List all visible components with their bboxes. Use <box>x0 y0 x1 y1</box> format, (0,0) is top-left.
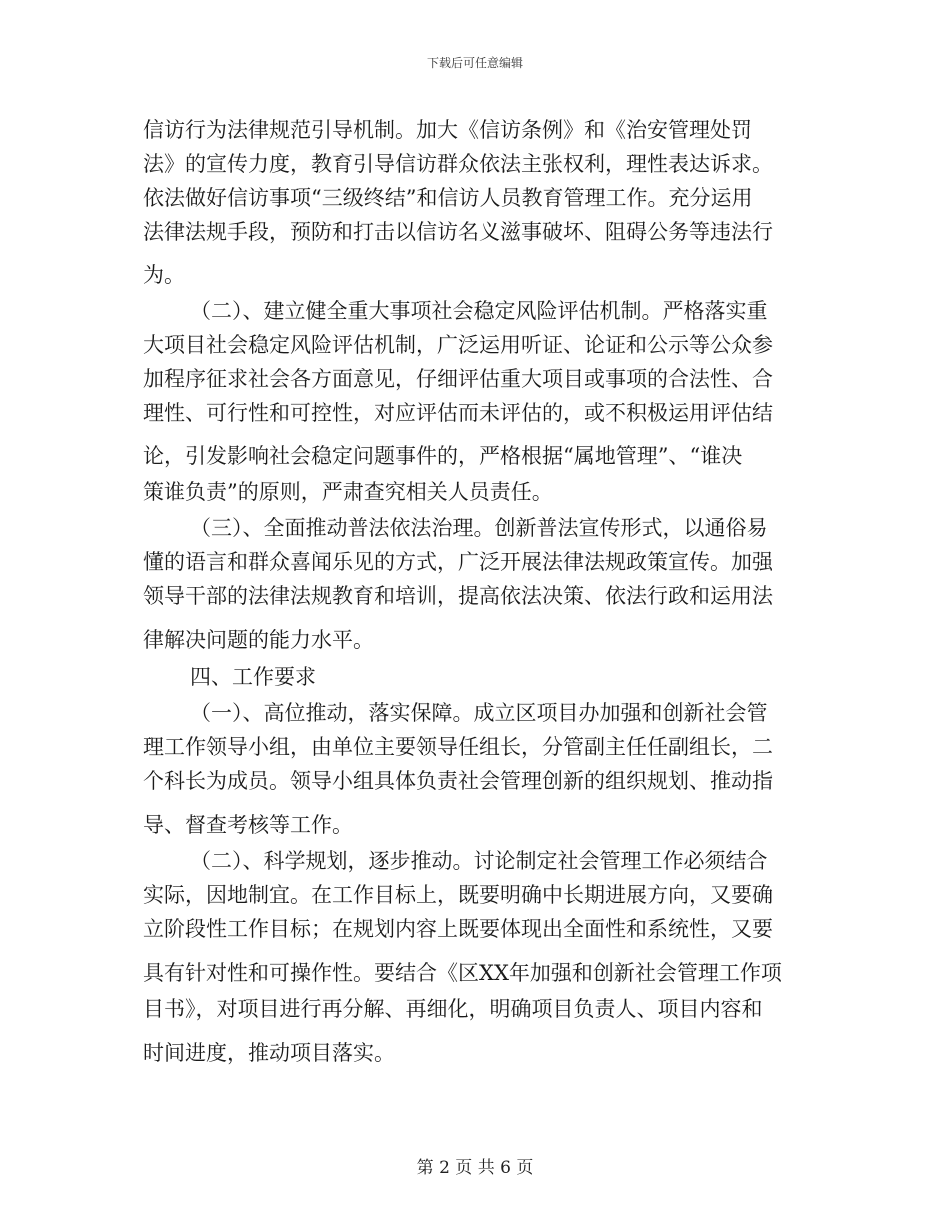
body-line: （二）、建立健全重大事项社会稳定风险评估机制。严格落实重 <box>190 299 768 323</box>
body-line: （三）、全面推动普法依法治理。创新普法宣传形式，以通俗易 <box>190 516 768 540</box>
body-line: 理性、可行性和可控性，对应评估而未评估的，或不积极运用评估结 <box>143 401 773 425</box>
body-line: 具有针对性和可操作性。要结合《区XX年加强和创新社会管理工作项 <box>143 961 782 985</box>
body-line: 法律法规手段，预防和打击以信访名义滋事破坏、阻碍公务等违法行 <box>143 220 773 244</box>
body-line: 个科长为成员。领导小组具体负责社会管理创新的组织规划、推动指 <box>143 769 773 793</box>
body-line: 律解决问题的能力水平。 <box>143 628 374 652</box>
body-line: 立阶段性工作目标；在规划内容上既要体现出全面性和系统性，又要 <box>143 917 773 941</box>
body-line: 时间进度，推动项目落实。 <box>143 1041 395 1065</box>
body-line: （一）、高位推动，落实保障。成立区项目办加强和创新社会管 <box>190 701 768 725</box>
section-heading: 四、工作要求 <box>190 665 316 689</box>
body-line: 目书》，对项目进行再分解、再细化，明确项目负责人、项目内容和 <box>143 997 763 1021</box>
body-line: 论，引发影响社会稳定问题事件的，严格根据“属地管理”、“谁决 <box>143 444 743 468</box>
page-number-footer: 第 2 页 共 6 页 <box>416 1158 534 1178</box>
body-line: 加程序征求社会各方面意见，仔细评估重大项目或事项的合法性、合 <box>143 367 773 391</box>
body-line: 依法做好信访事项“三级终结”和信访人员教育管理工作。充分运用 <box>143 186 753 210</box>
body-line: 领导干部的法律法规教育和培训，提高依法决策、依法行政和运用法 <box>143 584 773 608</box>
body-line: 懂的语言和群众喜闻乐见的方式，广泛开展法律法规政策宣传。加强 <box>143 550 773 574</box>
body-line: 信访行为法律规范引导机制。加大《信访条例》和《治安管理处罚 <box>143 118 752 142</box>
body-line: 大项目社会稳定风险评估机制，广泛运用听证、论证和公示等公众参 <box>143 333 773 357</box>
page-header: 下载后可任意编辑 <box>426 56 523 70</box>
body-line: 法》的宣传力度，教育引导信访群众依法主张权利，理性表达诉求。 <box>143 152 773 176</box>
body-line: 为。 <box>143 263 185 287</box>
body-line: 导、督查考核等工作。 <box>143 813 353 837</box>
body-line: 实际，因地制宜。在工作目标上，既要明确中长期进展方向，又要确 <box>143 883 773 907</box>
body-line: 理工作领导小组，由单位主要领导任组长，分管副主任任副组长，二 <box>143 735 773 759</box>
body-line: （二）、科学规划，逐步推动。讨论制定社会管理工作必须结合 <box>190 849 768 873</box>
body-line: 策谁负责”的原则，严肃查究相关人员责任。 <box>143 480 553 504</box>
